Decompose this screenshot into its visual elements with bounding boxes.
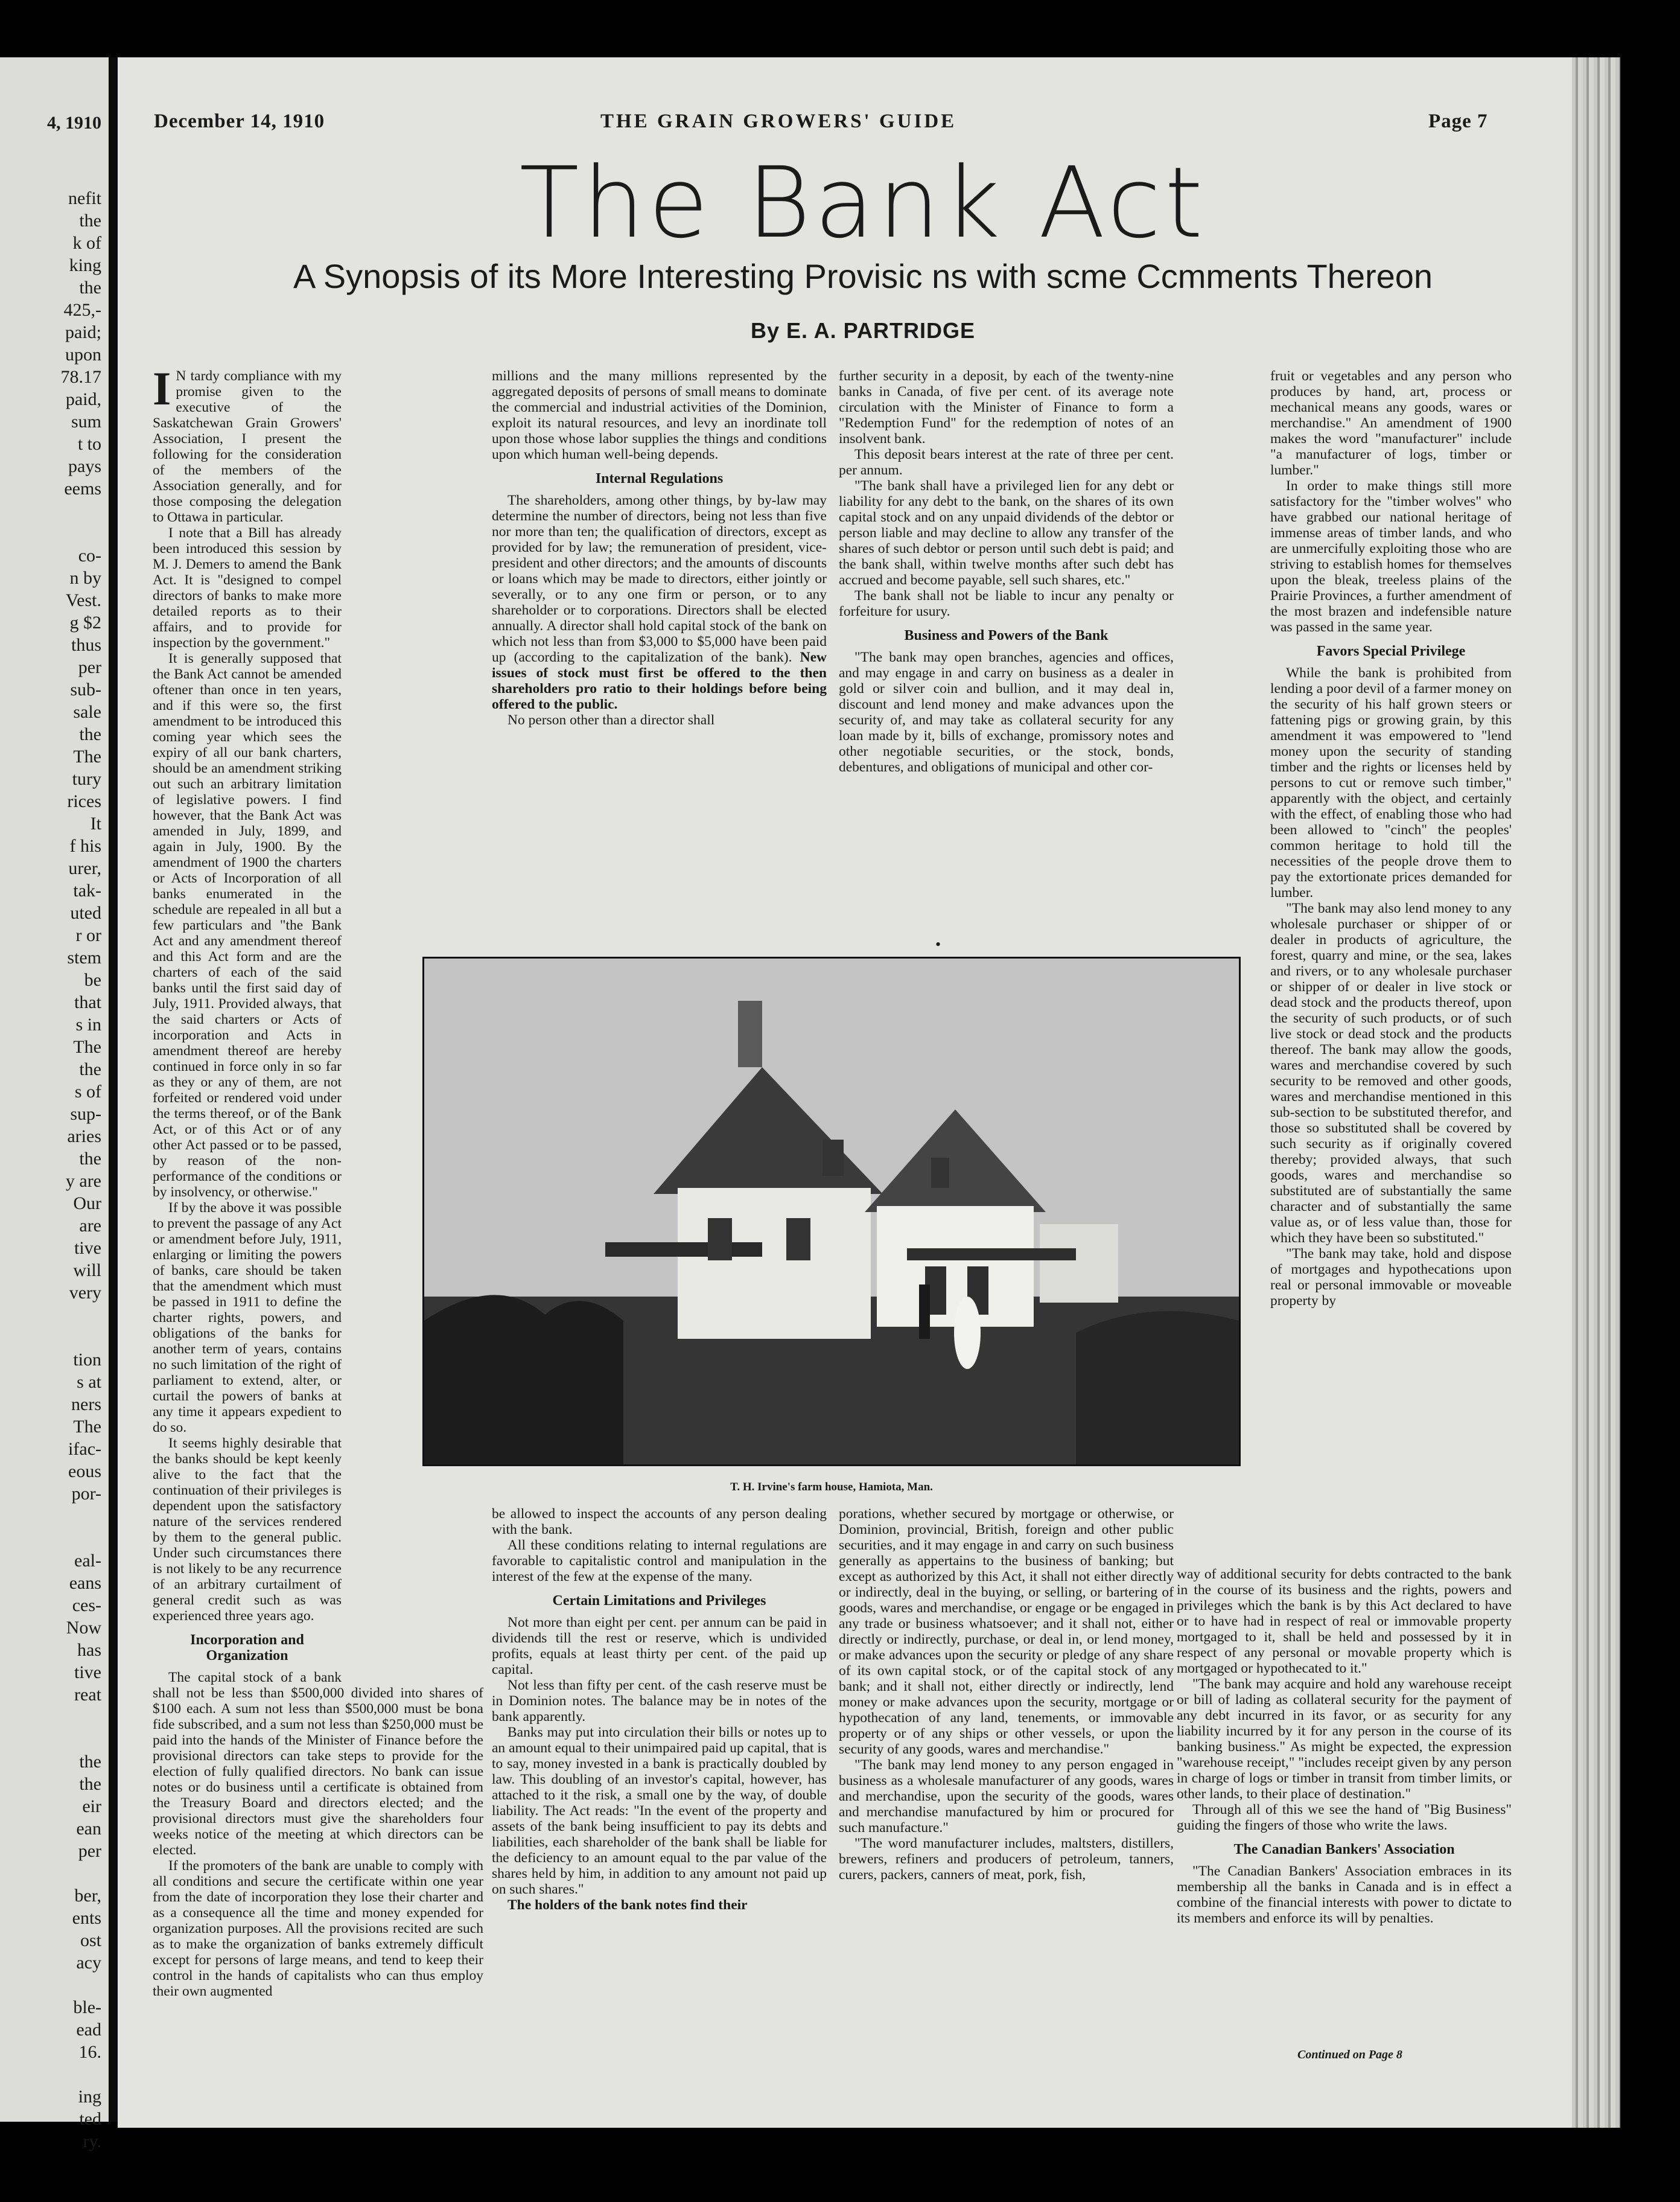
previous-page-line: tive — [74, 1238, 101, 1258]
previous-page-line: tak- — [73, 881, 101, 901]
paragraph: porations, whether secured by mortgage or otherwise, or Dominion, provincial, British, foreign and other public securities, and it may engage in and carry on such business generally as appertains to the business of banking; but except as authorized by this Act, it shall not either directly or indirectly, deal in the buying, or selling, or bartering of goods, wares and merchandise, or engage or be engaged in any trade or business whatsoever; and it shall not, either directly or indirectly, purchase, or deal in, or lend money, or make advances upon the security or pledge of any share of its own capital stock, or of the capital stock of any bank; and it shall not, either directly or indirectly, lend money or make advances upon the security, mortgage or hypothecation of any land, tenements, or immovable property or of any ships or other vessels, or upon the security of any goods, wares and merchandise." — [839, 1506, 1174, 1757]
previous-page-line: urer, — [68, 858, 101, 878]
previous-page-line: The — [73, 747, 101, 767]
photo-caption: T. H. Irvine's farm house, Hamiota, Man. — [730, 1481, 933, 1493]
previous-page-line: the — [79, 1774, 101, 1794]
paragraph: "The bank may acquire and hold any warehouse receipt or bill of lading as collateral security for the payment of any debt incurred in its favor, or as security for any liability incurred by it for any person in the course of its banking business." As might be expected, the expression "warehouse receipt," "includes receipt given by any person in charge of logs or timber in transit from timber limits, or other lands, to their place of destination." — [1177, 1676, 1512, 1802]
paragraph: "The word manufacturer includes, maltsters, distillers, brewers, refiners and producers of petroleum, tanners, curers, packers, canners of meat, pork, fish, — [839, 1836, 1174, 1883]
previous-page-line: The — [73, 1037, 101, 1057]
article-column-2-bottom — [492, 1506, 827, 2086]
paragraph: millions and the many millions represented by the aggregated deposits of persons of small means to dominate the commercial and industrial activities of the Dominion, exploit its natural resources, and levy an inordinate toll upon those whose labor supplies the things and conditions upon which human well-being depends. — [492, 368, 827, 462]
paragraph: All these conditions relating to internal regulations are favorable to capitalistic control and manipulation in the interest of the few at the expense of the many. — [492, 1537, 827, 1584]
paragraph: Not less than fifty per cent. of the cash reserve must be in Dominion notes. The balance may be in notes of the bank apparently. — [492, 1677, 827, 1725]
paragraph: It is generally supposed that the Bank Act cannot be amended oftener than once in ten years, and if this were so, the first amendment to be introduced this coming year which sees the expiry of all our bank charters, should be an amendment striking out such an arbitrary limitation of legislative powers. I find however, that the Bank Act was amended in July, 1899, and again in July, 1900. By the amendment of 1900 the charters or Acts of Incorporation of all banks enumerated in the schedule are repealed in all but a few particulars and "the Bank Act and any amendment thereof and this Act form and are the charters of each of the said banks until the first said day of July, 1911. Provided always, that the said charters or Acts of incorporation and Acts in amendment thereof are hereby continued in force only in so far as they or any of them, are not forfeited or rendered void under the terms thereof, or of the Bank Act, or of this Act or of any other Act passed or to be passed, by reason of the non-performance of the conditions or by insolvency, or otherwise." — [153, 651, 342, 1200]
paragraph: This deposit bears interest at the rate of three per cent. per annum. — [839, 447, 1174, 478]
previous-page-line: s in — [75, 1015, 101, 1035]
previous-page-line: ners — [71, 1394, 101, 1414]
section-heading: The Canadian Bankers' Association — [1233, 1842, 1455, 1857]
previous-page-line: Now — [66, 1618, 101, 1638]
previous-page-line: are — [79, 1216, 101, 1236]
previous-page-line: be — [84, 970, 101, 990]
previous-page-line: rices — [67, 791, 101, 811]
previous-page-line: Vest. — [65, 590, 101, 610]
previous-page-line: reat — [74, 1685, 101, 1705]
previous-page-line: sale — [73, 702, 101, 722]
previous-page-line: n by — [69, 568, 101, 588]
newspaper-page — [118, 57, 1608, 2128]
previous-page-line: ing — [78, 2087, 101, 2107]
previous-page-line: sum — [71, 412, 101, 432]
article-column-3-top — [839, 368, 1174, 936]
previous-page-line: ble- — [73, 1997, 101, 2017]
previous-page-line: acy — [76, 1953, 101, 1973]
previous-page-line: per — [78, 1841, 101, 1861]
previous-page-line: eir — [82, 1796, 101, 1816]
paragraph: If by the above it was possible to prevent the passage of any Act or amendment before July, 1911, enlarging or limiting the powers of banks, care should be taken that the amendment which must be passed in 1911 to define the charter rights, powers, and obligations of the banks for another term of years, contains no such limitation of the right of parliament to extend, alter, or curtail the powers of banks at any time it appears expedient to do so. — [153, 1200, 342, 1435]
previous-page-line: nefit — [68, 188, 101, 208]
previous-page-line: ost — [80, 1930, 101, 1950]
previous-page-line: It — [90, 814, 101, 834]
farmhouse-photo — [422, 957, 1241, 1466]
page-gutter — [109, 57, 118, 2122]
previous-page-line: upon — [65, 345, 101, 365]
previous-page-line: sub- — [70, 680, 101, 700]
article-column-3-bottom — [839, 1506, 1174, 2086]
article-title: The Bank Act — [519, 147, 1207, 260]
previous-page-line: pays — [68, 456, 101, 476]
paragraph: "The bank may also lend money to any wholesale purchaser or shipper of or dealer in products of agriculture, the forest, quarry and mine, or the sea, lakes and rivers, or to any wholesale purchaser or shipper of or dealer in live stock or dead stock and the products thereof, upon the security of such products, or of such live stock or dead stock and the products thereof. The bank may allow the goods, wares and merchandise covered by such security to be removed and other goods, wares and merchandise mentioned in this sub-section to be substituted therefor, and those so substituted shall be covered by such security as if originally covered thereby; provided always, that such goods, wares and merchandise so substituted are of substantially the same character and of substantially the same value as, or of less value than, those for which they have been so substituted." — [1270, 901, 1512, 1246]
paragraph: I note that a Bill has already been introduced this session by M. J. Demers to amend the Bank Act. It is "designed to compel directors of banks to make more detailed reports as to their affairs, and to provide for inspection by the government." — [153, 525, 342, 651]
paragraph: In order to make things still more satisfactory for the "timber wolves" who have grabbed our national heritage of immense areas of timber lands, and who are unmercifully exploiting those who are striving to establish homes for themselves upon the bleak, treeless plains of the Prairie Provinces, a further amendment of the most brazen and indefensible nature was passed in the same year. — [1270, 478, 1512, 635]
section-heading: Favors Special Privilege — [1316, 643, 1466, 659]
previous-page-line: that — [74, 992, 101, 1012]
publication-name: THE GRAIN GROWERS' GUIDE — [600, 110, 957, 132]
paragraph: If the promoters of the bank are unable to comply with all conditions and secure the certificate within one year from the date of incorporation they lose their charter and as a consequence all the time and money expended for organization purposes. All the provisions recited are such as to make the organization of banks extremely difficult except for persons of large means, and tend to keep their control in the hands of capitalists who can thus employ their own augmented — [153, 1858, 483, 1999]
section-heading: Certain Limitations and Privileges — [552, 1593, 766, 1609]
previous-page-line: 16. — [78, 2042, 101, 2062]
previous-page-fragment — [0, 57, 109, 2151]
previous-page-line: tive — [74, 1662, 101, 1682]
previous-page-line: stem — [67, 948, 101, 968]
previous-page-line: the — [79, 724, 101, 744]
paragraph: The capital stock of a bank shall not be less than $500,000 divided into shares of $100 each. A sum not less than $500,000 must be bona fide subscribed, and a sum not less than $250,000 must be paid into the hands of the Minister of Finance before the provisional directors can take steps to provide for the election of fully qualified directors. No bank can issue notes or do business until a certificate is obtained from the Treasury Board and directors elected; and the provisional directors must give the shareholders four weeks notice of the meeting at which directors can be elected. — [153, 1670, 483, 1858]
continued-notice: Continued on Page 8 — [1297, 2048, 1402, 2061]
previous-page-line: ifac- — [68, 1439, 101, 1459]
previous-page-line: very — [69, 1283, 101, 1303]
paragraph: I N tardy compliance with my promise given to the executive of the Saskatchewan Grain Growers' Association, I present the following for the consideration of the members of the Association generally, and for those composing the delegation to Ottawa in particular. — [153, 362, 342, 525]
bold-text: New issues of stock must first be offered to the then shareholders pro ratio to their holdings before being offered to the public. — [492, 649, 827, 712]
drop-cap: I — [153, 362, 171, 415]
previous-page-line: the — [79, 1149, 101, 1169]
previous-page-line: ry. — [83, 2131, 101, 2151]
paragraph: Banks may put into circulation their bills or notes up to an amount equal to their unimpaired paid up capital, that is to say, money invested in a bank is practically doubled by law. This doubling of an investor's capital, however, has attached to it the risk, a small one by the way, of double liability. The Act reads: "In the event of the property and assets of the bank being insufficient to pay its debts and liabilities, each shareholder of the bank shall be liable for the deficiency to an amount equal to the par value of the shares held by him, in addition to any amount not paid up on such shares." — [492, 1725, 827, 1897]
previous-page-line: the — [79, 1059, 101, 1079]
paragraph: Not more than eight per cent. per annum can be paid in dividends till the rest or reserve, which is undivided profits, equals at least thirty per cent. of the paid up capital. — [492, 1615, 827, 1677]
paragraph: "The bank may take, hold and dispose of mortgages and hypothecations upon real or personal immovable or moveable property by — [1270, 1246, 1512, 1309]
paragraph: further security in a deposit, by each of the twenty-nine banks in Canada, of five per cent. of its average note circulation with the Minister of Finance to form a "Redemption Fund" for the redemption of notes of an insolvent bank. — [839, 368, 1174, 447]
paragraph: way of additional security for debts contracted to the bank in the course of its business and the rights, powers and privileges which the bank is by this Act declared to have or to have had in respect of real or immovable property mortgaged to it, shall be held and possessed by it in respect of any personal or movable property which is mortgaged or hypothecated to it." — [1177, 1566, 1512, 1676]
paragraph: be allowed to inspect the accounts of any person dealing with the bank. — [492, 1506, 827, 1537]
previous-page-line: paid; — [65, 322, 101, 342]
article-column-2-top — [492, 368, 827, 936]
previous-page-line: k of — [72, 233, 101, 253]
previous-page-line: sup- — [70, 1104, 101, 1124]
paragraph: "The Canadian Bankers' Association embraces in its membership all the banks in Canada and is in effect a combine of the financial interests with power to dictate to its members and enforce its will by penalties. — [1177, 1863, 1512, 1926]
previous-page-line: 78.17 — [60, 367, 101, 387]
previous-page-line: f his — [69, 836, 101, 856]
previous-page-line: s at — [77, 1372, 101, 1392]
previous-page-line: Our — [73, 1193, 101, 1213]
page-edge-stack — [1572, 57, 1620, 2128]
previous-page-line: ted — [79, 2109, 101, 2129]
previous-page-line: has — [77, 1640, 101, 1660]
previous-page-line: co- — [78, 546, 101, 566]
previous-page-line: eems — [64, 479, 101, 499]
paragraph: It seems highly desirable that the banks should be kept keenly alive to the fact that the continuation of their privileges is dependent upon the satisfactory nature of the services rendered by them to the general public. Under such circumstances there is not likely to be any recurrence of an arbitrary curtailment of general credit such as was experienced three years ago. — [153, 1435, 342, 1624]
paragraph: "The bank shall have a privileged lien for any debt or liability for any debt to the bank, on the shares of its own capital stock and on any unpaid dividends of the debtor or person liable and may decline to allow any transfer of the shares of such debtor or person until such debt is paid; and the bank shall, within twelve months after such debt has accrued and become payable, sell such shares, etc." — [839, 478, 1174, 588]
previous-page-line: the — [79, 211, 101, 231]
previous-page-line: per — [78, 657, 101, 677]
previous-page-line: eal- — [74, 1551, 101, 1571]
previous-page-line: aries — [67, 1126, 101, 1146]
paragraph: The holders of the bank notes find their — [508, 1897, 748, 1913]
previous-page-line: ead — [76, 2020, 101, 2040]
previous-page-line: eans — [69, 1573, 101, 1593]
previous-page-line: tury — [72, 769, 101, 789]
previous-page-line: por- — [71, 1484, 101, 1504]
previous-page-line: will — [73, 1260, 101, 1280]
previous-page-line: r or — [75, 925, 101, 945]
paragraph: No person other than a director shall — [508, 712, 715, 728]
previous-page-line: 425,- — [63, 300, 101, 320]
previous-page-line: tion — [73, 1350, 101, 1370]
paragraph: Through all of this we see the hand of "Big Business" guiding the fingers of those who write the laws. — [1177, 1802, 1512, 1833]
previous-page-line: paid, — [65, 389, 101, 409]
previous-page-line: ents — [72, 1908, 101, 1928]
previous-page-line: ces- — [72, 1595, 101, 1615]
paragraph: The bank shall not be liable to incur any penalty or forfeiture for usury. — [839, 588, 1174, 619]
previous-page-line: The — [73, 1417, 101, 1437]
section-heading: Internal Regulations — [595, 471, 724, 487]
page-number: Page 7 — [1428, 110, 1488, 132]
article-column-4-bottom — [1177, 1566, 1512, 2043]
article-subtitle: A Synopsis of its More Interesting Provisic ns with scme Ccmments Thereon — [293, 257, 1433, 295]
section-heading: Incorporation and Organization — [190, 1632, 304, 1664]
previous-page-line: t to — [77, 434, 101, 454]
previous-page-line: ean — [76, 1819, 101, 1839]
previous-page-line: ber, — [74, 1886, 101, 1906]
section-heading: Business and Powers of the Bank — [904, 628, 1109, 643]
previous-page-line: eous — [68, 1461, 101, 1481]
previous-page-line: g $2 — [69, 613, 101, 633]
paragraph: fruit or vegetables and any person who produces by hand, art, process or mechanical means any goods, wares or merchandise." An amendment of 1900 makes the word "manufacturer" include "a manufacturer of logs, timber or lumber." — [1270, 368, 1512, 478]
previous-page-line: the — [79, 278, 101, 298]
paragraph: "The bank may lend money to any person engaged in business as a wholesale manufacturer of any goods, wares and merchandise, upon the security of the goods, wares and merchandise manufactured by him or procured for such manufacture." — [839, 1757, 1174, 1836]
article-byline: By E. A. PARTRIDGE — [750, 318, 976, 343]
previous-page-line: y are — [65, 1171, 101, 1191]
previous-page-line: king — [69, 255, 101, 275]
previous-page-line: uted — [70, 903, 101, 923]
previous-page-line: the — [79, 1752, 101, 1772]
issue-date: December 14, 1910 — [154, 110, 325, 132]
previous-page-line: s of — [74, 1082, 101, 1102]
ornament-dot: • — [935, 936, 941, 953]
previous-page-line: thus — [71, 635, 101, 655]
paragraph: While the bank is prohibited from lending a poor devil of a farmer money on the security of his half grown steers or fattening pigs or growing grain, by this amendment it was empowered to "lend money upon the security of standing timber and the rights or licenses held by persons to cut or remove such timber," apparently with the object, and certainly with the effect, of enabling those who had been allowed to "cinch" the peoples' common heritage to hold till the necessities of the people drove them to pay the extortionate prices demanded for lumber. — [1270, 665, 1512, 901]
paragraph: "The bank may open branches, agencies and offices, and may engage in and carry on business as a dealer in gold or silver coin and bullion, and it may deal in, discount and lend money and make advances upon the security of, and may take as collateral security for any loan made by it, bills of exchange, promissory notes and other negotiable securities, or the stock, bonds, debentures, and obligations of municipal and other cor- — [839, 649, 1174, 775]
paragraph: The shareholders, among other things, by by-law may determine the number of directors, being not less than five nor more than ten; the qualification of directors, except as provided for by law; the remuneration of president, vice-president and other directors; and the amounts of discounts or loans which may be made to directors, either jointly or severally, or to any one firm or person, or to any shareholder or to corporations. Directors shall be elected annually. A director shall hold capital stock of the bank on which not less than from $3,000 to $5,000 have been paid up (according to the capitalization of the bank). New issues of stock must first be offered to the then shareholders pro ratio to their holdings before being offered to the public. — [492, 493, 827, 712]
previous-page-header: 4, 1910 — [47, 113, 101, 133]
farmhouse-illustration — [424, 959, 1239, 1464]
